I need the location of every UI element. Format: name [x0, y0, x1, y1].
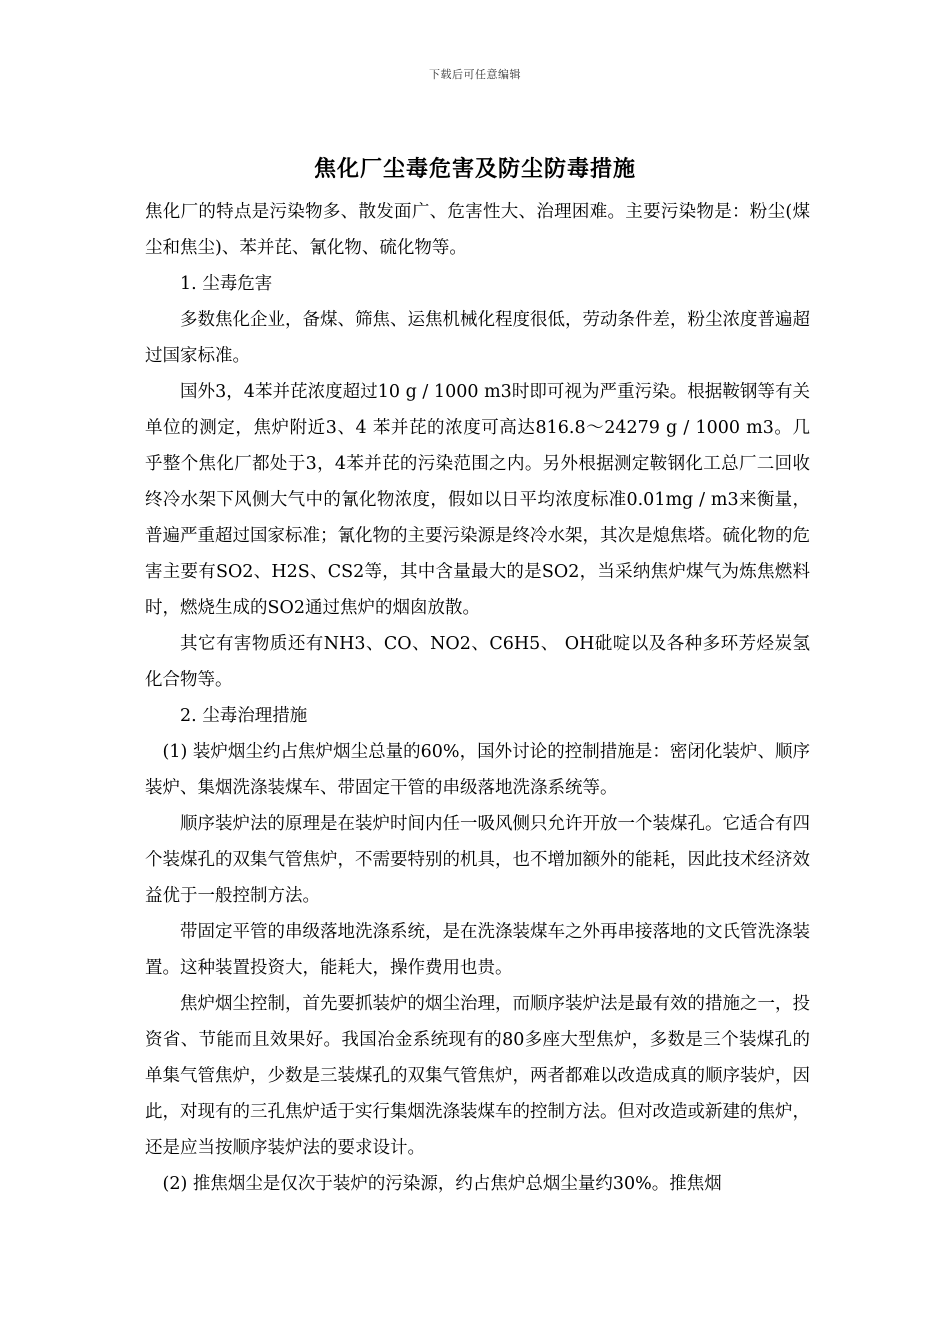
paragraph-charging-smoke: (1) 装炉烟尘约占焦炉烟尘总量的60%，国外讨论的控制措施是：密闭化装炉、顺序装炉、集烟洗涤装煤车、带固定干管的串级落地洗涤系统等。: [145, 742, 810, 798]
paragraph-smoke-control: 焦炉烟尘控制，首先要抓装炉的烟尘治理，而顺序装炉法是最有效的措施之一，投资省、节能而且效果好。我国冶金系统现有的80多座大型焦炉，多数是三个装煤孔的单集气管焦炉，少数是三装煤孔的双集气管焦炉，两者都难以改造成真的顺序装炉，因此，对现有的三孔焦炉适于实行集烟洗涤装煤车的控制方法。但对改造或新建的焦炉，还是应当按顺序装炉法的要求设计。: [145, 994, 810, 1158]
paragraph-other-substances: 其它有害物质还有NH3、CO、NO2、C6H5、 OH砒啶以及各种多环芳烃炭氢化合物等。: [145, 634, 810, 690]
paragraph-dust: 多数焦化企业，备煤、筛焦、运焦机械化程度很低，劳动条件差，粉尘浓度普遍超过国家标准。: [145, 310, 810, 366]
paragraph-cascade-scrubbing: 带固定平管的串级落地洗涤系统，是在洗涤装煤车之外再串接落地的文氏管洗涤装置。这种装置投资大，能耗大，操作费用也贵。: [145, 922, 810, 978]
paragraph-sequential-charging: 顺序装炉法的原理是在装炉时间内任一吸风侧只允许开放一个装煤孔。它适合有四个装煤孔的双集气管焦炉，不需要特别的机具，也不增加额外的能耗，因此技术经济效益优于一般控制方法。: [145, 814, 810, 906]
header-note: 下载后可任意编辑: [429, 68, 521, 81]
paragraph-pushing-smoke: (2) 推焦烟尘是仅次于装炉的污染源，约占焦炉总烟尘量约30%。推焦烟: [162, 1174, 722, 1194]
document-title: 焦化厂尘毒危害及防尘防毒措施: [313, 156, 636, 182]
paragraph-intro: 焦化厂的特点是污染物多、散发面广、危害性大、治理困难。主要污染物是：粉尘(煤尘和焦尘)、苯并芘、氰化物、硫化物等。: [145, 202, 810, 258]
section-heading-hazards: 1. 尘毒危害: [180, 274, 273, 294]
section-heading-measures: 2. 尘毒治理措施: [180, 706, 308, 726]
paragraph-benzopyrene: 国外3，4苯并芘浓度超过10 g / 1000 m3时即可视为严重污染。根据鞍钢等有关单位的测定，焦炉附近3、4 苯并芘的浓度可高达816.8～24279 g / 1000 m3。几乎整个焦化厂都处于3，4苯并芘的污染范围之内。另外根据测定鞍钢化工总厂二回收终冷水架下风侧大气中的氰化物浓度，假如以日平均浓度标准0.01mg / m3来衡量，普遍严重超过国家标准；氰化物的主要污染源是终冷水架，其次是熄焦塔。硫化物的危害主要有SO2、H2S、CS2等，其中含量最大的是SO2，当采纳焦炉煤气为炼焦燃料时，燃烧生成的SO2通过焦炉的烟囱放散。: [145, 382, 810, 618]
document-body: [145, 194, 810, 1202]
